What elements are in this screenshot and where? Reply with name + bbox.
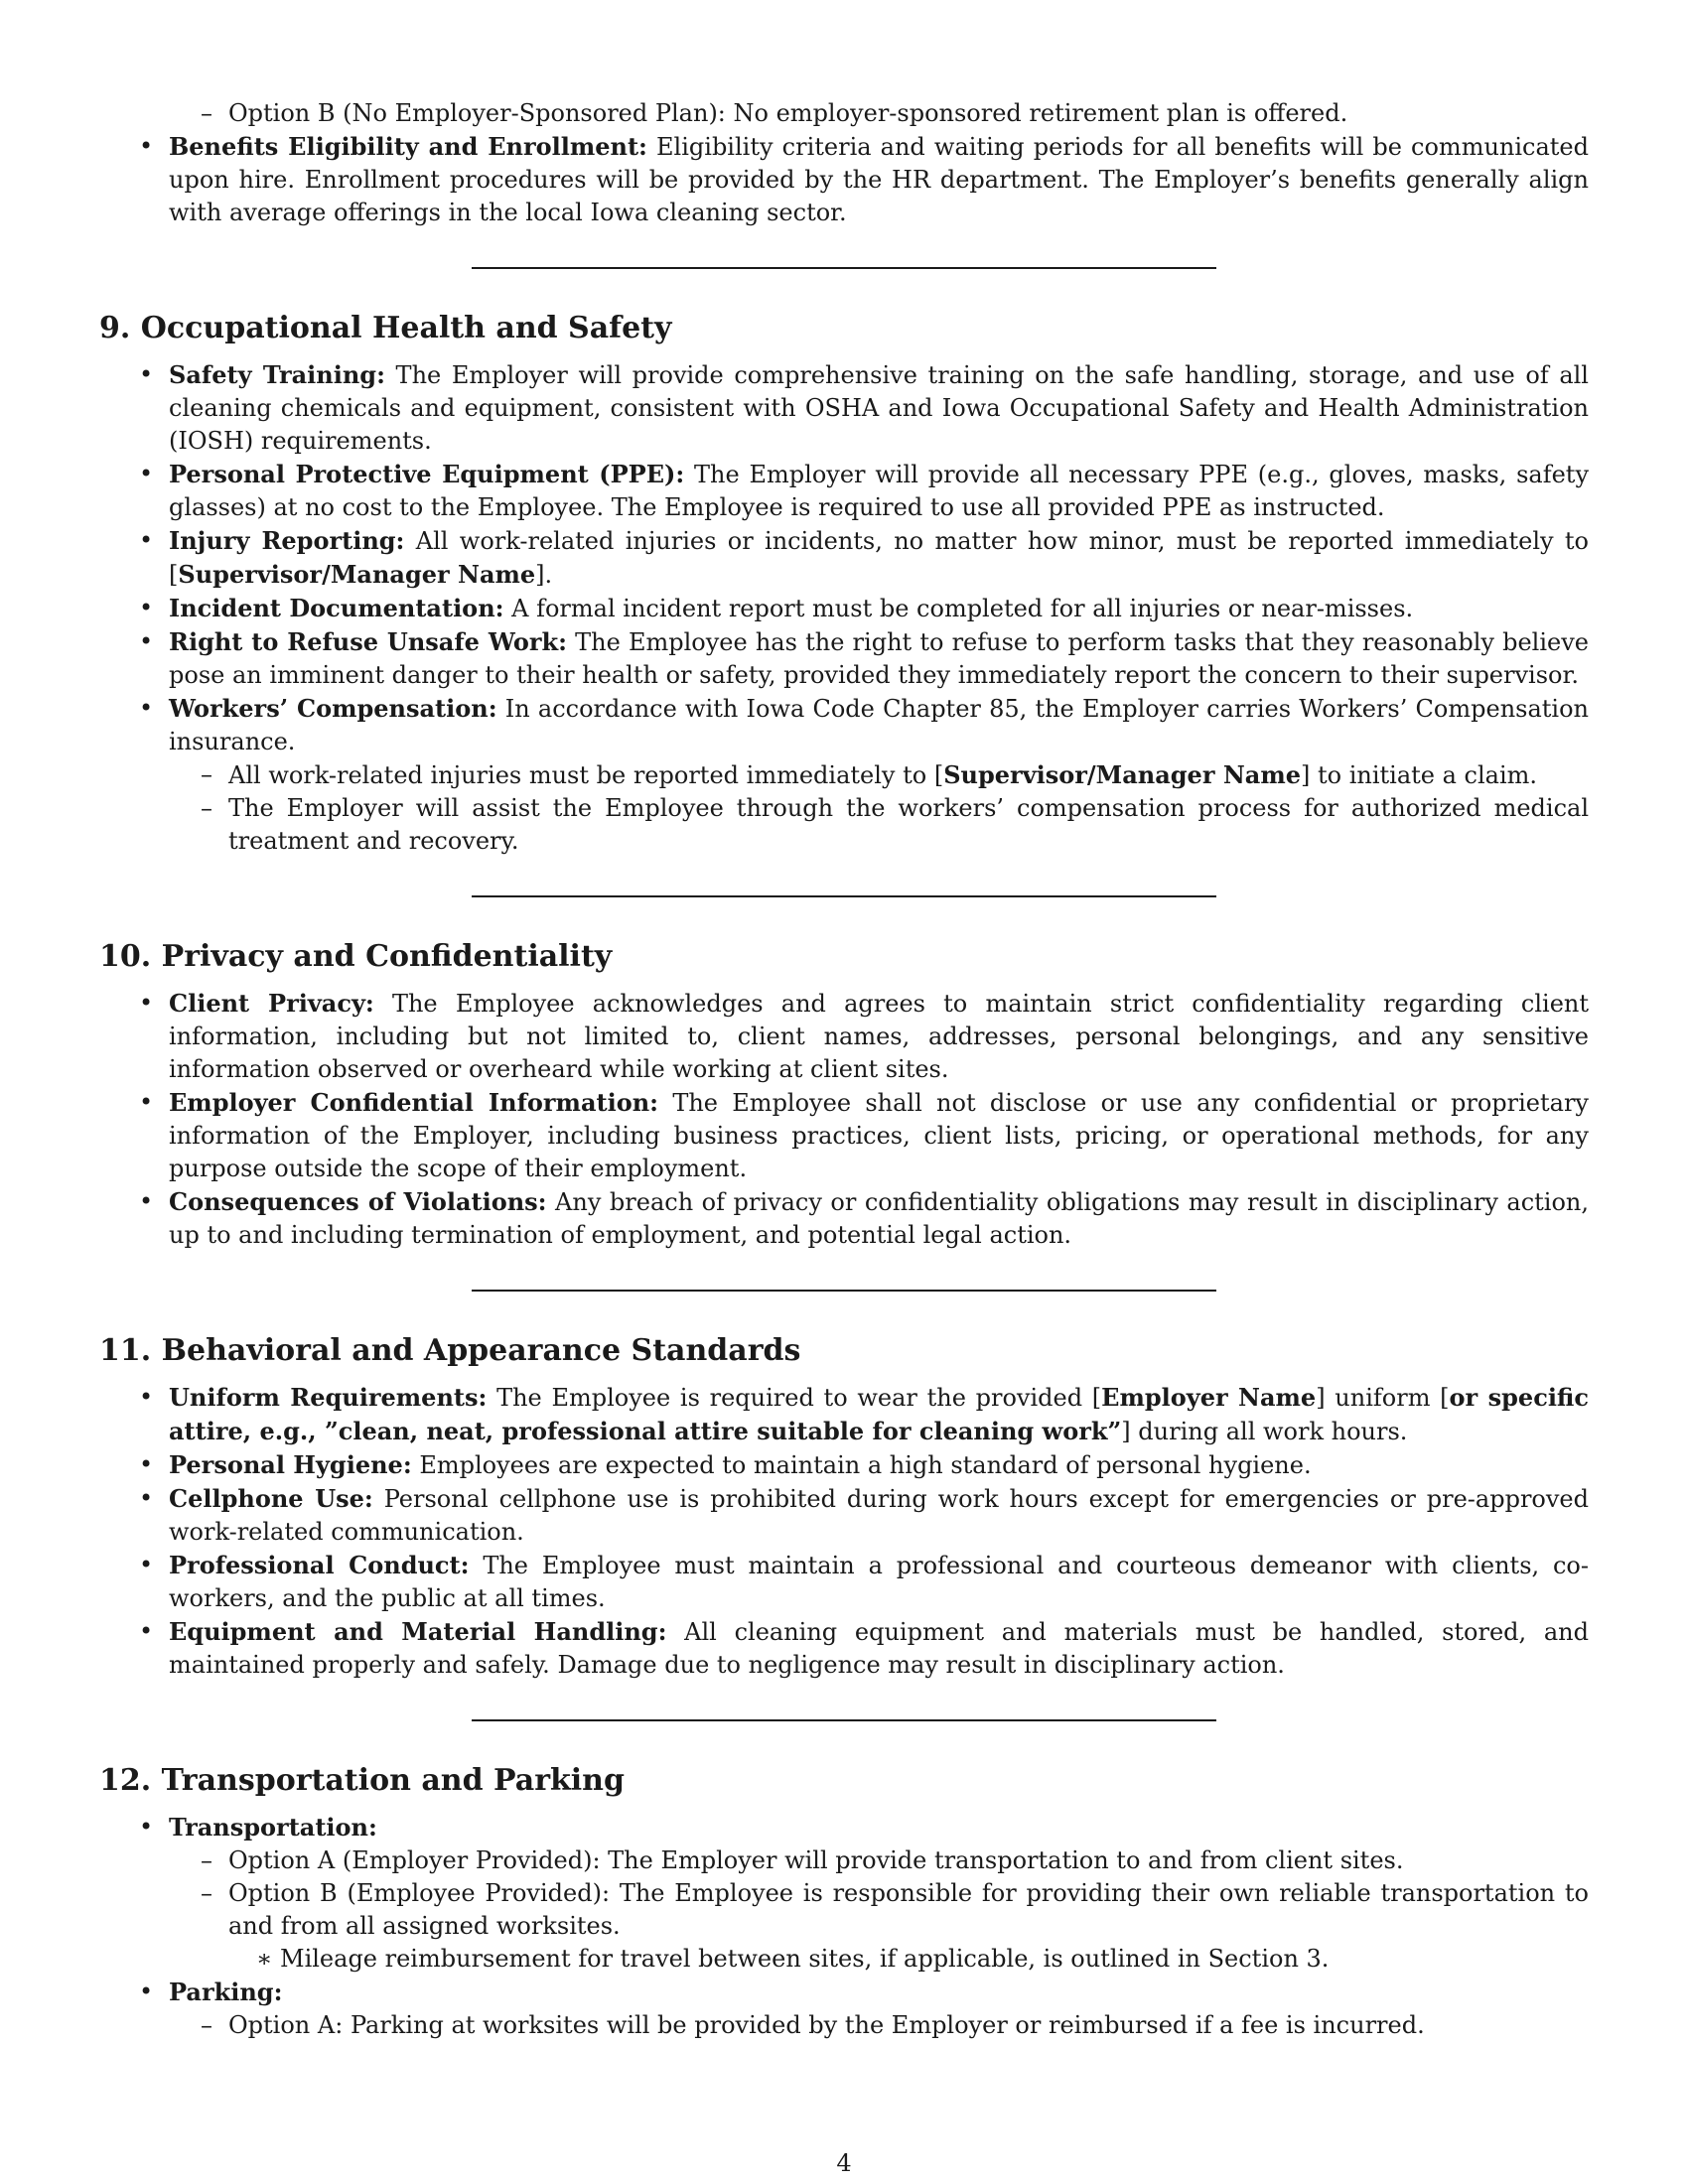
section-9-list — [99, 358, 1589, 858]
item-text: The Employer will provide all necessary PPE (e.g., gloves, masks, safety glasses) at no cost to the Employee. The Employee is required to use all provided PPE as instructed. — [169, 461, 1590, 521]
item-label: Uniform Requirements: — [169, 1383, 488, 1412]
list-item — [99, 1185, 1589, 1252]
list-item — [99, 1381, 1589, 1448]
list-item — [99, 358, 1589, 458]
section-heading: 12. Transportation and Parking — [99, 1763, 625, 1798]
item-text: ] to initiate a claim. — [1300, 761, 1538, 789]
sub-list — [169, 2009, 1589, 2042]
item-label: Right to Refuse Unsafe Work: — [169, 627, 567, 656]
list-item — [99, 1811, 1589, 1976]
list-item — [99, 1482, 1589, 1549]
sub-list-item — [169, 1877, 1589, 1976]
item-label: Professional Conduct: — [169, 1551, 470, 1579]
placeholder-text: Supervisor/Manager Name — [178, 560, 536, 589]
item-text: The Employee must maintain a professional and courteous demeanor with clients, co-workers, and the public at all times. — [169, 1552, 1589, 1612]
item-label: Client Privacy: — [169, 989, 374, 1018]
list-item — [99, 1615, 1589, 1682]
sub-list — [169, 758, 1589, 858]
placeholder-text: or specific attire, e.g., ”clean, neat, professional attire suitable for cleaning work” — [169, 1383, 1589, 1445]
section-divider — [472, 1290, 1216, 1292]
section-10-list — [99, 987, 1589, 1252]
item-label: Employer Confidential Information: — [169, 1088, 659, 1117]
item-label: Workers’ Compensation: — [169, 694, 497, 723]
item-text: All work-related injuries must be reported immediately to [ — [228, 761, 944, 789]
item-text: All cleaning equipment and materials must be handled, stored, and maintained properly and safely. Damage due to negligence may result in disciplinary action. — [169, 1618, 1590, 1679]
section-11-list — [99, 1381, 1589, 1682]
item-label: Injury Reporting: — [169, 526, 405, 555]
item-text: ]. — [535, 561, 553, 589]
item-text: Employees are expected to maintain a high standard of personal hygiene. — [411, 1451, 1312, 1479]
list-item — [99, 458, 1589, 524]
section-heading: 11. Behavioral and Appearance Standards — [99, 1333, 801, 1368]
item-text: In accordance with Iowa Code Chapter 85, the Employer carries Workers’ Compensation insurance. — [169, 695, 1589, 755]
item-label: Benefits Eligibility and Enrollment: — [169, 132, 647, 161]
list-item — [99, 524, 1589, 592]
item-text: The Employee shall not disclose or use any confidential or proprietary information of the Employer, including business practices, client lists, pricing, or operational methods, for any purpose outside the scope of their employment. — [169, 1089, 1589, 1182]
placeholder-text: Employer Name — [1101, 1383, 1317, 1412]
item-label: Cellphone Use: — [169, 1484, 373, 1513]
item-text: A formal incident report must be completed for all injuries or near-misses. — [503, 595, 1414, 622]
sub-sub-list — [228, 1943, 1589, 1976]
section-divider — [472, 895, 1216, 897]
item-label: Consequences of Violations: — [169, 1187, 547, 1216]
item-text: The Employer will provide comprehensive training on the safe handling, storage, and use of all cleaning chemicals and equipment, consistent with OSHA and Iowa Occupational Safety and Health Administration (IOSH) requirements. — [169, 361, 1589, 455]
item-text: The Employee has the right to refuse to perform tasks that they reasonably believe pose an imminent danger to their health or safety, provided they immediately report the concern to their supervisor. — [169, 628, 1589, 689]
section-divider — [472, 267, 1216, 269]
section-heading: 9. Occupational Health and Safety — [99, 311, 672, 345]
list-item — [99, 1086, 1589, 1185]
item-text: All work-related injuries or incidents, no matter how minor, must be reported immediately to [ — [169, 527, 1590, 589]
item-label: Safety Training: — [169, 360, 385, 389]
item-label: Incident Documentation: — [169, 594, 504, 622]
list-item — [99, 1549, 1589, 1615]
item-text: ] uniform [ — [1316, 1384, 1450, 1412]
sub-list-item: – Option A (Employer Provided): The Employer will provide transportation to and from client sites. — [169, 1844, 1589, 1877]
list-item — [99, 1976, 1589, 2042]
item-text: ] during all work hours. — [1121, 1418, 1408, 1445]
item-label: Personal Protective Equipment (PPE): — [169, 460, 685, 488]
sub-list-item: – Option A: Parking at worksites will be provided by the Employer or reimbursed if a fee is incurred. — [169, 2009, 1589, 2042]
list-item — [99, 692, 1589, 858]
item-text: Personal cellphone use is prohibited during work hours except for emergencies or pre-approved work-related communication. — [169, 1485, 1589, 1546]
item-text: The Employee is required to wear the provided [ — [487, 1384, 1102, 1412]
sub-list-item — [169, 758, 1589, 792]
section-12-list — [99, 1811, 1589, 2042]
page-number: 4 — [836, 2149, 852, 2177]
item-text: Eligibility criteria and waiting periods for all benefits will be communicated upon hire. Enrollment procedures will be provided by the HR department. The Employer’s benefits generally align with average offerings in the local Iowa cleaning sector. — [169, 133, 1589, 226]
list-item — [99, 987, 1589, 1086]
list-item — [99, 592, 1589, 625]
benefits-list — [99, 130, 1589, 229]
section-divider — [472, 1719, 1216, 1721]
item-text: Any breach of privacy or confidentiality obligations may result in disciplinary action, up to and including termination of employment, and potential legal action. — [169, 1188, 1589, 1249]
item-label: Personal Hygiene: — [169, 1450, 412, 1479]
list-item — [99, 1448, 1589, 1482]
section-heading: 10. Privacy and Confidentiality — [99, 939, 613, 974]
retirement-option-b: – Option B (No Employer-Sponsored Plan): No employer-sponsored retirement plan is offered. — [99, 97, 1589, 130]
item-label: Equipment and Material Handling: — [169, 1617, 667, 1646]
item-text: Option B (Employee Provided): The Employee is responsible for providing their own reliable transportation to and from all assigned worksites. — [228, 1879, 1589, 1940]
item-label: Transportation: — [169, 1813, 377, 1842]
sub-sub-list-item: ∗ Mileage reimbursement for travel between sites, if applicable, is outlined in Section 3. — [228, 1943, 1589, 1976]
sub-list-item: – The Employer will assist the Employee through the workers’ compensation process for authorized medical treatment and recovery. — [169, 792, 1589, 858]
item-label: Parking: — [169, 1978, 283, 2006]
list-item — [99, 130, 1589, 229]
sub-list — [169, 1844, 1589, 1976]
item-text: The Employee acknowledges and agrees to maintain strict confidentiality regarding client information, including but not limited to, client names, addresses, personal belongings, and any sensitive information observed or overheard while working at client sites. — [169, 990, 1590, 1083]
document-page — [99, 97, 1589, 2042]
placeholder-text: Supervisor/Manager Name — [943, 760, 1301, 789]
list-item — [99, 625, 1589, 692]
